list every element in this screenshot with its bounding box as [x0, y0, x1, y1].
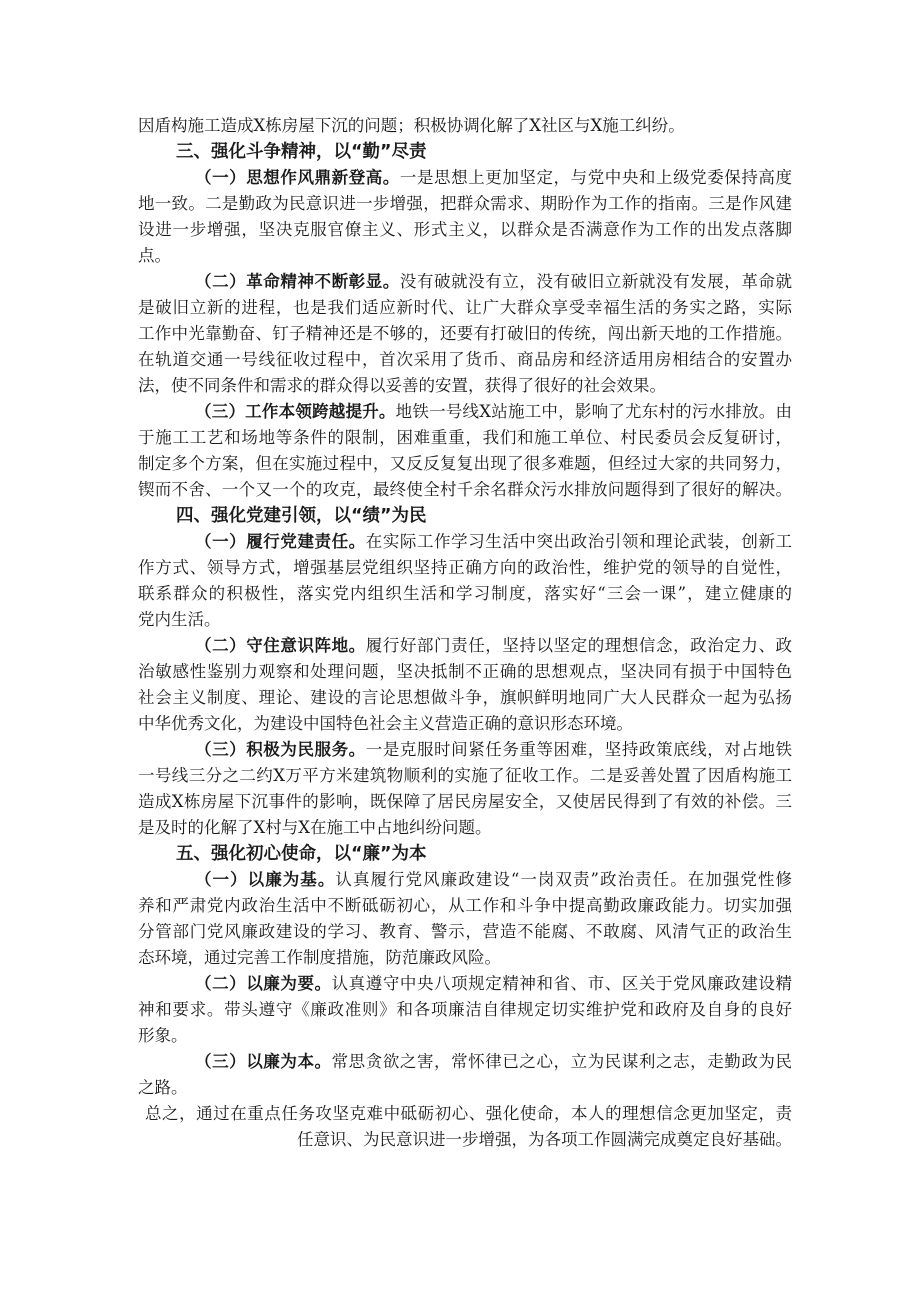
subheading-label: （二）守住意识阵地。 — [195, 636, 366, 655]
subheading-label: （一）思想作风鼎新登高。 — [195, 168, 400, 187]
paragraph-line: （一）以廉为基。认真履行党风廉政建设“一岗双责”政治责任。在加强党性修 — [195, 870, 793, 889]
subheading-label: （二）以廉为要。 — [195, 974, 332, 993]
paragraph-line: 养和严肃党内政治生活中不断砥砺初心，从工作和斗争中提高勤政廉政能力。切实加强 — [138, 896, 792, 915]
subheading-label: （三）以廉为本。 — [195, 1052, 332, 1071]
subheading-label: （二）革命精神不断彰显。 — [195, 272, 400, 291]
paragraph-line: 是及时的化解了X村与X在施工中占地纠纷问题。 — [138, 818, 492, 837]
paragraph-line: 是破旧立新的进程，也是我们适应新时代、让广大群众享受幸福生活的务实之路，实际 — [138, 298, 792, 317]
paragraph-line: 党内生活。 — [138, 610, 221, 629]
paragraph-line: 一号线三分之二约X万平方米建筑物顺利的实施了征收工作。二是妥善处置了因盾构施工 — [138, 766, 792, 785]
paragraph-line: 在轨道交通一号线征收过程中，首次采用了货币、商品房和经济适用房相结合的安置办 — [138, 350, 792, 369]
paragraph-line: 点。 — [138, 246, 171, 265]
subheading-label: （三）积极为民服务。 — [195, 740, 366, 759]
paragraph-line: 制定多个方案，但在实施过程中，又反反复复出现了很多难题，但经过大家的共同努力， — [138, 454, 792, 473]
paragraph-line: 态环境，通过完善工作制度措施，防范廉政风险。 — [138, 948, 501, 967]
paragraph-line: 因盾构施工造成X栋房屋下沉的问题；积极协调化解了X社区与X施工纠纷。 — [138, 116, 685, 135]
paragraph-line: 于施工工艺和场地等条件的限制，困难重重，我们和施工单位、村民委员会反复研讨， — [138, 428, 792, 447]
conclusion-line: 总之，通过在重点任务攻坚克难中砥砺初心、强化使命，本人的理想信念更加坚定，责 — [145, 1104, 792, 1123]
paragraph-line: 工作中光靠勤奋、钉子精神还是不够的，还要有打破旧的传统，闯出新天地的工作措施。 — [138, 324, 792, 343]
paragraph-line: 社会主义制度、理论、建设的言论思想做斗争，旗帜鲜明地同广大人民群众一起为弘扬 — [138, 688, 792, 707]
paragraph-line: 之路。 — [138, 1078, 188, 1097]
paragraph-line: （三）积极为民服务。一是克服时间紧任务重等困难，坚持政策底线，对占地铁 — [195, 740, 793, 759]
paragraph-line: 治敏感性鉴别力观察和处理问题，坚决抵制不正确的思想观点，坚决同有损于中国特色 — [138, 662, 792, 681]
paragraph-line: 神和要求。带头遵守《廉政准则》和各项廉洁自律规定切实维护党和政府及自身的良好 — [138, 1000, 792, 1019]
paragraph-line: 设进一步增强，坚决克服官僚主义、形式主义，以群众是否满意作为工作的出发点落脚 — [138, 220, 792, 239]
paragraph-line: 法，使不同条件和需求的群众得以妥善的安置，获得了很好的社会效果。 — [138, 376, 666, 395]
subheading-label: （三）工作本领跨越提升。 — [195, 402, 396, 421]
paragraph-line: 形象。 — [138, 1026, 188, 1045]
conclusion-line: 任意识、为民意识进一步增强，为各项工作圆满完成奠定良好基础。 — [297, 1130, 792, 1149]
paragraph-line: 作方式、领导方式，增强基层党组织坚持正确方向的政治性，维护党的领导的自觉性， — [138, 558, 792, 577]
paragraph-line: （二）以廉为要。认真遵守中央八项规定精神和省、市、区关于党风廉政建设精 — [195, 974, 793, 993]
paragraph-line: （二）守住意识阵地。履行好部门责任，坚持以坚定的理想信念，政治定力、政 — [195, 636, 793, 655]
paragraph-line: 造成X栋房屋下沉事件的影响，既保障了居民房屋安全，又使居民得到了有效的补偿。三 — [138, 792, 792, 811]
paragraph-line: （一）思想作风鼎新登高。一是思想上更加坚定，与党中央和上级党委保持高度 — [195, 168, 793, 187]
paragraph-line: （三）工作本领跨越提升。地铁一号线X站施工中，影响了尤东村的污水排放。由 — [195, 402, 793, 421]
section-heading-5: 五、强化初心使命，以“廉”为本 — [176, 844, 427, 864]
paragraph-line: 联系群众的积极性，落实党内组织生活和学习制度，落实好“三会一课”，建立健康的 — [138, 584, 792, 603]
subheading-label: （一）履行党建责任。 — [195, 532, 366, 551]
paragraph-line: 锲而不舍、一个又一个的攻克，最终使全村千余名群众污水排放问题得到了很好的解决。 — [138, 480, 792, 499]
paragraph-line: 地一致。二是勤政为民意识进一步增强，把群众需求、期盼作为工作的指南。三是作风建 — [138, 194, 792, 213]
paragraph-line: （一）履行党建责任。在实际工作学习生活中突出政治引领和理论武装，创新工 — [195, 532, 793, 551]
section-heading-4: 四、强化党建引领，以“绩”为民 — [176, 506, 427, 526]
paragraph-line: （三）以廉为本。常思贪欲之害，常怀律已之心，立为民谋利之志，走勤政为民 — [195, 1052, 793, 1071]
subheading-label: （一）以廉为基。 — [195, 870, 336, 889]
paragraph-line: （二）革命精神不断彰显。没有破就没有立，没有破旧立新就没有发展，革命就 — [195, 272, 793, 291]
paragraph-line: 分管部门党风廉政建设的学习、教育、警示，营造不能腐、不敢腐、风清气正的政治生 — [138, 922, 792, 941]
section-heading-3: 三、强化斗争精神，以“勤”尽责 — [176, 142, 427, 162]
paragraph-line: 中华优秀文化，为建设中国特色社会主义营造正确的意识形态环境。 — [138, 714, 633, 733]
